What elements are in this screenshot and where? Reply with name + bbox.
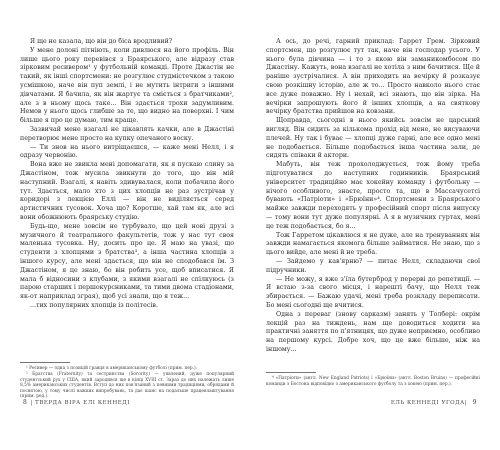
left-folio: 8 | ТВЕРДА ВІРА ЕЛІ КЕННЕДІ bbox=[23, 399, 130, 406]
paragraph: Щоправда, сьогодні в нього якийсь зовсім не царський вигляд. Він сидить за кількома прохід від мене, не висуваючи плечей. Ну так і буває — хлопці дуже гарні, але все одно мені не подобається. Більше подобається інша частина зали, де сидять співаки й актори. bbox=[266, 117, 480, 160]
paragraph: ...тих популярних хлопців із політесів. bbox=[30, 301, 158, 309]
right-page-number: 9 bbox=[472, 399, 477, 406]
left-page-number: 8 bbox=[23, 399, 28, 406]
left-footnotes bbox=[20, 366, 234, 401]
footnote: ¹ Ресивер — одна з позицій гравця в американському футболі (прим. пер.). bbox=[26, 366, 198, 371]
footnote: ⁴ «Патріоти» (англ. New England Patriots) і «Брюїни» (англ. Boston Bruins) — професійні команди з Бостона відповідно з американського футболу та з хокею (прим. пер.). bbox=[266, 376, 480, 387]
right-footnote-rule bbox=[266, 372, 316, 373]
left-footnote-rule bbox=[20, 362, 70, 363]
right-footnotes bbox=[266, 376, 480, 388]
paragraph: Зазвичай мене взагалі не цікавлять качки, але в Джастіні перетворює мене просто на купку опечаного воску. bbox=[20, 125, 234, 142]
paragraph: Одна з переваг (знову сарказм) занять у Толбері: окрім лекцій раз на тиждень, нам ще доводиться ходити на практичні заняття по п'ятницях, що дуже неприємно, особливо на першому курсі. Добре хоч, що це вже більше, ніж на іншому... bbox=[266, 310, 480, 353]
footnote: ² Братства (Fraternity) та сестринства (Sorority) — уявлений, дуже популярний студентський рух у США, який зародився ще в кінці XVIII ст. Зараз до них належать лише 8,5% американських студентів. Вступ до них пов'язаний з певними традиціями, обрядами й посвятою, у тому числі важких випробувань, та дає шанс на подальше працевлаштування (прим. ред.). bbox=[20, 372, 234, 400]
paragraph: — Ти знов на нього витріщаєшся, — каже мені Нелл, і я одразу червонію. bbox=[20, 143, 234, 160]
right-page-body bbox=[266, 38, 480, 355]
paragraph: Будь-що, мене зовсім не турбувало, що цей нові друзі з музичного й театрального факультетів, тож у нас тут своя маленька тусовка. Ну, досить про це. Я маю на увазі, що студенти з хлопцями з братства³, а інша частина хлопців з іншого курсу, але мені здається, що він не сподобався їм. З Джастіном, я це знаю, бо він робить усе, щоб вписатися. Я мала б відносини з клубами, з якими взагалі не спілкуюсь (з парою старших і першокурсниками, та тими двома стадіонами, як-от наприклад зграя), щоб усі знали, що я теж... bbox=[20, 222, 234, 301]
left-running-head: ТВЕРДА ВІРА ЕЛІ КЕННЕДІ bbox=[35, 400, 130, 406]
paragraph: У мене долоні пітніють, коли дивлюся на його профіль. Він лише цього року перевівся з Браярського, але відразу став зірковим ресивером¹ у футбольній команді. Проте Джастін не такий, як інші спортсмени: не розгулює студмістечком з такою усмішкою, наче він пуп землі, і не мутить інтриги з іншими дівчатами. Я бачила, як він жартує та сміється з братчиками², але з в ньому щось таке... Він здається трохи задумливим. Немов у нього щось глибше за те, що видно на поверхні. І чим більше я про це думаю, тим краще. bbox=[20, 46, 234, 125]
paragraph: — Не можу, я вже з'їла бутерброд у перерві до репетиції. — Я встаю з-за свого місця, і нарешті бачу, що Нелл теж збирається. — Бажаю удачі, мені треба розкладу переписати. Бо мені сьогодні ще вчитися. bbox=[266, 275, 480, 309]
paragraph: Мабуть, він теж прохолоджується, тож йому треба підготуватися до наступних годинників. Браярський університет традиційно має хокейну команду і футбольну — нічого особливого, знаєте, просто та, що в Массачусетсі бувають «Патріоти» і «Брюїни»⁴. Спортсмени з Браярського майже завжди переходять у професійний спорт після випуску — тому вони тут дуже популярні. А я в музичних гуртах, мені це теж подобається, бо я... bbox=[266, 161, 480, 230]
left-page-body bbox=[20, 38, 234, 311]
paragraph: Я ще не казала, що він до біса вродливий? bbox=[30, 38, 173, 45]
paragraph: — Зайдемо у кав'ярню? — питає Нелл, складаючи свої підручники. bbox=[266, 257, 480, 274]
paragraph: Вона вже не звикла мені допомагати, як я пускаю слину за Джастіном, тож мусила звикнути до того, що він мій наступний. Взагалі, я навіть здивувалася, коли побачила його тут. Здається, мало хто з цих хлопців не раз зустрічав у коридорі з лекцією Еллі — він не виділяється серед артистичних тусовок. Хоча що? Коротше, хай там як, але всі вони обожнюють браярську студію. bbox=[20, 161, 234, 221]
right-running-head: ЕЛЬ КЕННЕДІ УГОДА bbox=[390, 400, 465, 406]
paragraph: А ось, до речі, гарний приклад: Гаррет Грем. Зірковий спортсмен, що розгулює тут так, наче він господар усього. У нього була дівчина — і то з якою він заманикомбосом по Джастіну. Кажуть, вона взагалі не хотіла з ним бачитися. Ще й раніше зустрічалися. А він приходить на вечірку й розказує свою розкішну історію, але ж то... Просто навколо нього стає все дуже поважно. Ну і нехай, всі знають, що він зірка. На вечірки запрошують його й інших хлопців, а на святкову вечірку братства прийшов на ковзани. bbox=[266, 38, 480, 116]
right-folio: ЕЛЬ КЕННЕДІ УГОДА| 9 bbox=[390, 399, 477, 406]
paragraph: Тож Гарретом цікавлюся я не дуже, але на тренуваннях він завжди намагається якомога більше займатися. Не знаю, що з цього вийде, але мені й не треба. bbox=[266, 231, 480, 257]
